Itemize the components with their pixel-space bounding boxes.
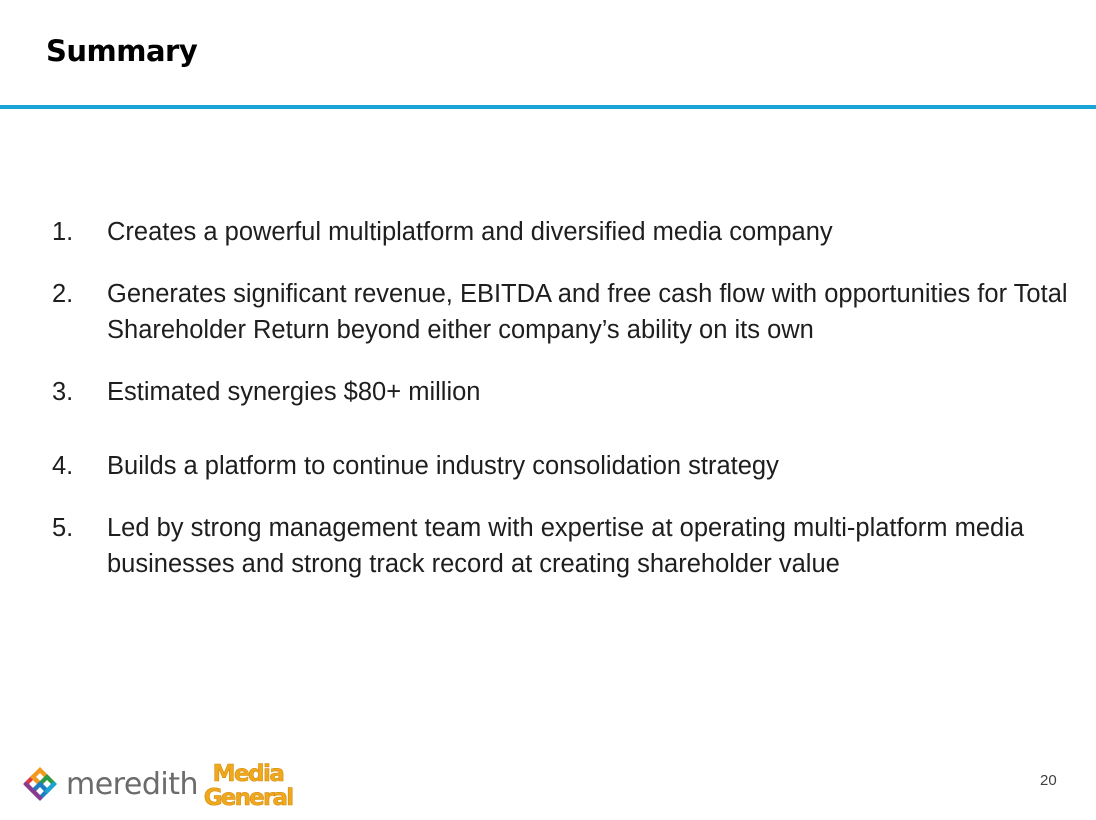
list-item bbox=[52, 276, 1072, 348]
item-number: 2. bbox=[52, 280, 74, 308]
media-general-line1: Media bbox=[212, 761, 284, 787]
meredith-logo bbox=[20, 764, 198, 804]
list-item bbox=[52, 214, 1072, 250]
list-item bbox=[52, 374, 1072, 410]
item-number: 4. bbox=[52, 452, 74, 480]
media-general-logo bbox=[198, 760, 298, 808]
item-text: Led by strong management team with expertise at operating multi-platform media businesses and strong track record at creating shareholder value bbox=[107, 514, 1025, 578]
media-general-line2: General bbox=[203, 785, 293, 808]
item-text: Creates a powerful multiplatform and diversified media company bbox=[107, 218, 833, 246]
item-number: 1. bbox=[52, 218, 74, 246]
list-item bbox=[52, 448, 1072, 484]
meredith-wordmark: meredith bbox=[66, 766, 198, 802]
item-number: 3. bbox=[52, 378, 74, 406]
item-text: Generates significant revenue, EBITDA and free cash flow with opportunities for Total Shareholder Return beyond either company’s ability on its own bbox=[107, 280, 1068, 344]
item-number: 5. bbox=[52, 514, 74, 542]
list-item bbox=[52, 510, 1072, 582]
title-divider bbox=[0, 105, 1096, 109]
item-text: Estimated synergies $80+ million bbox=[107, 378, 481, 406]
page-number: 20 bbox=[1040, 772, 1057, 789]
summary-list bbox=[52, 214, 1072, 582]
item-text: Builds a platform to continue industry consolidation strategy bbox=[107, 452, 779, 480]
slide-title: Summary bbox=[46, 34, 198, 68]
meredith-lattice-icon bbox=[20, 764, 60, 804]
